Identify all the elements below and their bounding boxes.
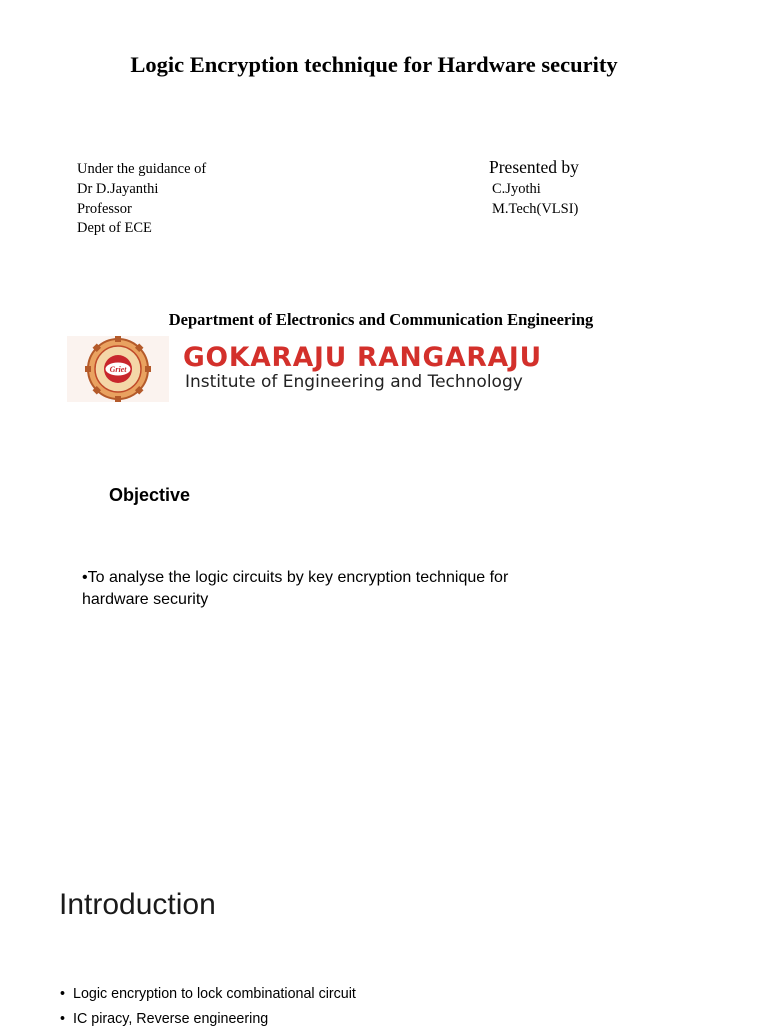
bullet-symbol: • (60, 986, 66, 1002)
guide-name: Dr D.Jayanthi (77, 181, 159, 197)
guide-department: Dept of ECE (77, 220, 152, 236)
presenter-name: C.Jyothi (492, 181, 541, 197)
presentation-title: Logic Encryption technique for Hardware security (130, 52, 618, 77)
institute-emblem-icon (67, 336, 169, 402)
emblem-text: Griet (109, 365, 127, 374)
objective-bullet (82, 567, 562, 611)
presented-by-label: Presented by (489, 157, 579, 177)
objective-text: To analyse the logic circuits by key encryption technique for hardware security (82, 569, 509, 608)
list-item-text: IC piracy, Reverse engineering (73, 1011, 269, 1027)
department-banner: Department of Electronics and Communication Engineering (168, 310, 594, 329)
institute-subtitle: Institute of Engineering and Technology (185, 372, 523, 392)
introduction-list (60, 982, 660, 1032)
bullet-symbol: • (82, 569, 88, 586)
introduction-heading: Introduction (59, 888, 216, 921)
presenter-program: M.Tech(VLSI) (492, 201, 579, 217)
guide-designation: Professor (77, 201, 132, 217)
institute-name: GOKARAJU RANGARAJU (183, 342, 542, 373)
bullet-symbol: • (60, 1011, 66, 1027)
list-item-text: Logic encryption to lock combinational circuit (73, 986, 356, 1002)
list-item (60, 982, 660, 1007)
list-item (60, 1007, 660, 1032)
institute-logo (67, 336, 627, 402)
objective-heading: Objective (109, 485, 191, 505)
guidance-label: Under the guidance of (77, 161, 207, 177)
